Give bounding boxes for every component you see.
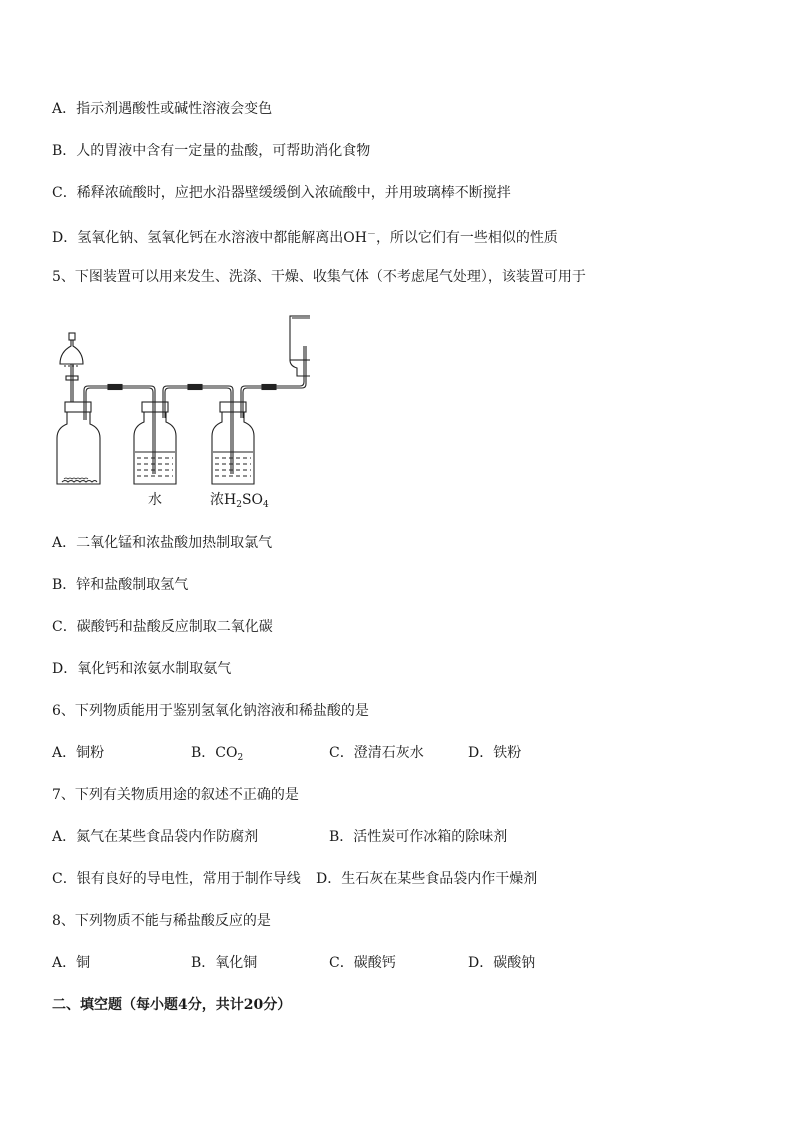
q4-option-c: C．稀释浓硫酸时，应把水沿器壁缓缓倒入浓硫酸中，并用玻璃棒不断搅拌 — [52, 185, 511, 201]
q8-stem: 8、下列物质不能与稀盐酸反应的是 — [52, 913, 271, 929]
q6-option-a: A．铜粉 — [52, 745, 105, 761]
label-acid-sub2: 4 — [263, 500, 269, 510]
q7-option-d: D．生石灰在某些食品袋内作干燥剂 — [316, 871, 538, 887]
q6-option-b-subscript: 2 — [237, 753, 244, 763]
label-acid-pre: 浓H — [210, 492, 237, 508]
q5-option-b: B．锌和盐酸制取氢气 — [52, 577, 189, 593]
q4-option-d — [52, 226, 558, 247]
q5-option-a: A．二氧化锰和浓盐酸加热制取氯气 — [52, 535, 273, 551]
q6-stem: 6、下列物质能用于鉴别氢氧化钠溶液和稀盐酸的是 — [52, 703, 369, 719]
q7-options-row1 — [52, 828, 752, 846]
q4-option-d-superscript: － — [366, 230, 376, 240]
label-acid-mid: SO — [241, 492, 264, 508]
label-acid-sub1: 2 — [236, 500, 242, 510]
q6-option-b — [191, 744, 243, 767]
q7-options-row2 — [52, 870, 752, 888]
q7-option-a: A．氮气在某些食品袋内作防腐剂 — [52, 829, 259, 845]
q6-option-c: C．澄清石灰水 — [329, 745, 424, 761]
collecting-bottle — [290, 316, 310, 376]
q8-option-c: C．碳酸钙 — [329, 955, 396, 971]
q5-stem: 5、下图装置可以用来发生、洗涤、干燥、收集气体（不考虑尾气处理），该装置可用于 — [52, 269, 586, 285]
q7-stem: 7、下列有关物质用途的叙述不正确的是 — [52, 787, 299, 803]
label-water: 水 — [148, 492, 162, 508]
q4-option-d-text: D．氢氧化钠、氢氧化钙在水溶液中都能解离出OH — [52, 230, 367, 246]
q5-option-c: C．碳酸钙和盐酸反应制取二氧化碳 — [52, 619, 273, 635]
q8-option-a: A．铜 — [52, 955, 91, 971]
gas-apparatus-figure — [50, 306, 310, 512]
q4-option-d-tail: ，所以它们有一些相似的性质 — [375, 230, 558, 246]
q5-option-d: D．氧化钙和浓氨水制取氨气 — [52, 661, 232, 677]
q8-option-d: D．碳酸钠 — [468, 955, 536, 971]
q7-option-c: C．银有良好的导电性，常用于制作导线 — [52, 871, 301, 887]
label-concentrated-sulfuric-acid — [210, 492, 269, 510]
q6-option-d: D．铁粉 — [468, 745, 522, 761]
section-title-fill-in: 二、填空题（每小题4分，共计20分） — [52, 997, 292, 1013]
generator-bottle — [57, 396, 100, 484]
separatory-funnel — [60, 333, 83, 402]
q6-options — [52, 744, 752, 762]
q8-options — [52, 954, 752, 972]
q8-option-b: B．氧化铜 — [191, 955, 258, 971]
q7-option-b: B．活性炭可作冰箱的除味剂 — [329, 829, 508, 845]
q6-option-b-text: B．CO — [191, 745, 238, 761]
q4-option-a: A．指示剂遇酸性或碱性溶液会变色 — [52, 101, 273, 117]
q4-option-b: B．人的胃液中含有一定量的盐酸，可帮助消化食物 — [52, 143, 371, 159]
